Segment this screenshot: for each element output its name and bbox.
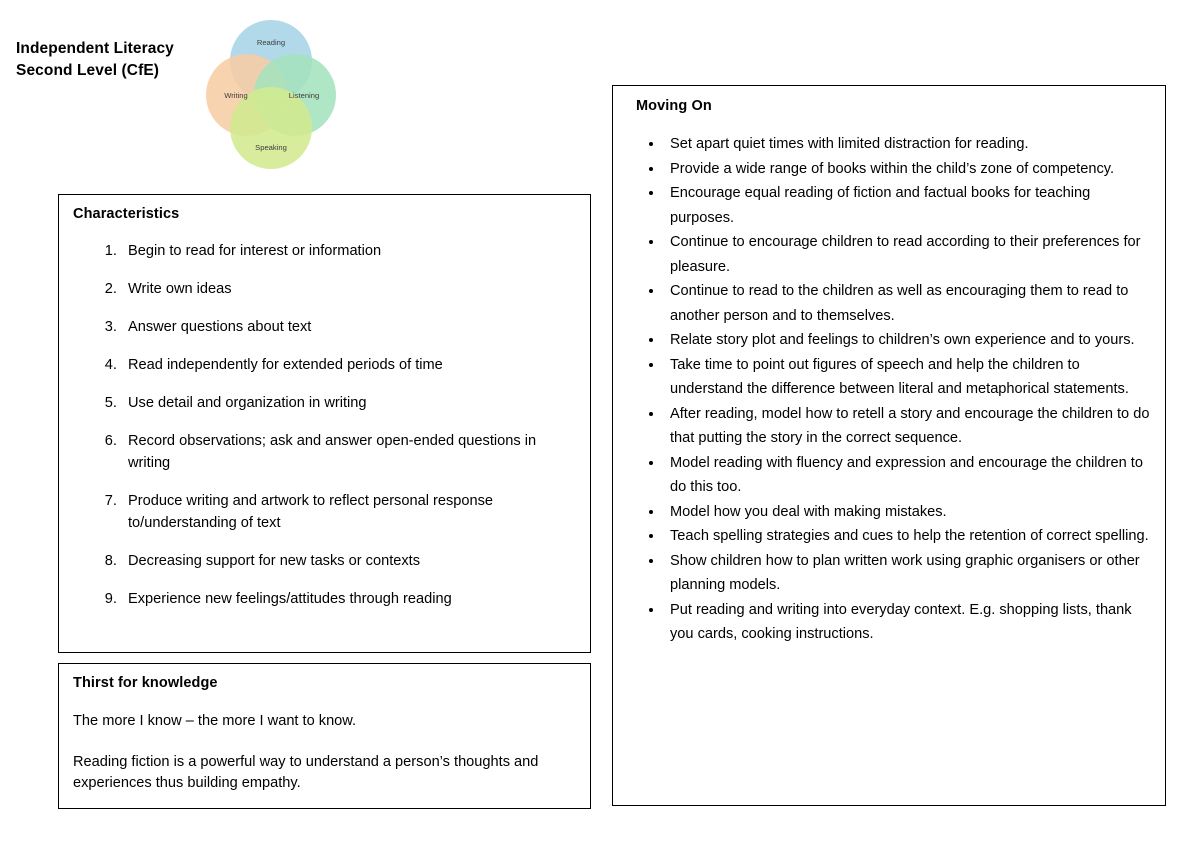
moving-on-title: Moving On [636, 98, 712, 114]
venn-label-reading: Reading [256, 38, 286, 47]
list-item: • Model how you deal with making mistakes. [664, 500, 1155, 525]
thirst-for-knowledge-panel [58, 663, 591, 809]
list-item: 6. Record observations; ask and answer open-ended questions in writing [121, 430, 576, 474]
thirst-paragraph-1: The more I know – the more I want to know. [73, 713, 357, 729]
list-item: 8. Decreasing support for new tasks or contexts [121, 550, 576, 572]
list-item: 3. Answer questions about text [121, 316, 576, 338]
moving-on-list [630, 132, 1155, 647]
list-item: • Set apart quiet times with limited distraction for reading. [664, 132, 1155, 157]
literacy-venn-diagram [205, 14, 337, 176]
list-item: 2. Write own ideas [121, 278, 576, 300]
characteristics-title: Characteristics [73, 206, 180, 222]
thirst-for-knowledge-title: Thirst for knowledge [73, 675, 218, 691]
list-item: • Relate story plot and feelings to children’s own experience and to yours. [664, 328, 1155, 353]
page-title-line-1: Independent Literacy [16, 40, 174, 57]
list-item: • Take time to point out figures of speech and help the children to understand the difference between literal and metaphorical statements. [664, 353, 1155, 402]
list-item: 4. Read independently for extended periods of time [121, 354, 576, 376]
list-item: • Continue to encourage children to read according to their preferences for pleasure. [664, 230, 1155, 279]
venn-label-writing: Writing [224, 91, 248, 100]
list-item: • Provide a wide range of books within the child’s zone of competency. [664, 157, 1155, 182]
list-item: 7. Produce writing and artwork to reflect personal response to/understanding of text [121, 490, 576, 534]
list-item: • Put reading and writing into everyday context. E.g. shopping lists, thank you cards, cooking instructions. [664, 598, 1155, 647]
moving-on-panel [612, 85, 1166, 806]
page-title-line-2: Second Level (CfE) [16, 62, 160, 79]
list-item: • Show children how to plan written work using graphic organisers or other planning models. [664, 549, 1155, 598]
characteristics-panel [58, 194, 591, 653]
venn-label-speaking: Speaking [255, 143, 287, 152]
venn-label-listening: Listening [288, 91, 320, 100]
thirst-paragraph-2: Reading fiction is a powerful way to understand a person’s thoughts and experiences thus building empathy. [73, 754, 539, 791]
characteristics-list [73, 240, 576, 610]
list-item: 1. Begin to read for interest or information [121, 240, 576, 262]
list-item: • Continue to read to the children as well as encouraging them to read to another person and to themselves. [664, 279, 1155, 328]
list-item: • After reading, model how to retell a story and encourage the children to do that putting the story in the correct sequence. [664, 402, 1155, 451]
list-item: • Model reading with fluency and expression and encourage the children to do this too. [664, 451, 1155, 500]
list-item: 5. Use detail and organization in writing [121, 392, 576, 414]
list-item: • Encourage equal reading of fiction and factual books for teaching purposes. [664, 181, 1155, 230]
list-item: • Teach spelling strategies and cues to help the retention of correct spelling. [664, 524, 1155, 549]
list-item: 9. Experience new feelings/attitudes through reading [121, 588, 576, 610]
